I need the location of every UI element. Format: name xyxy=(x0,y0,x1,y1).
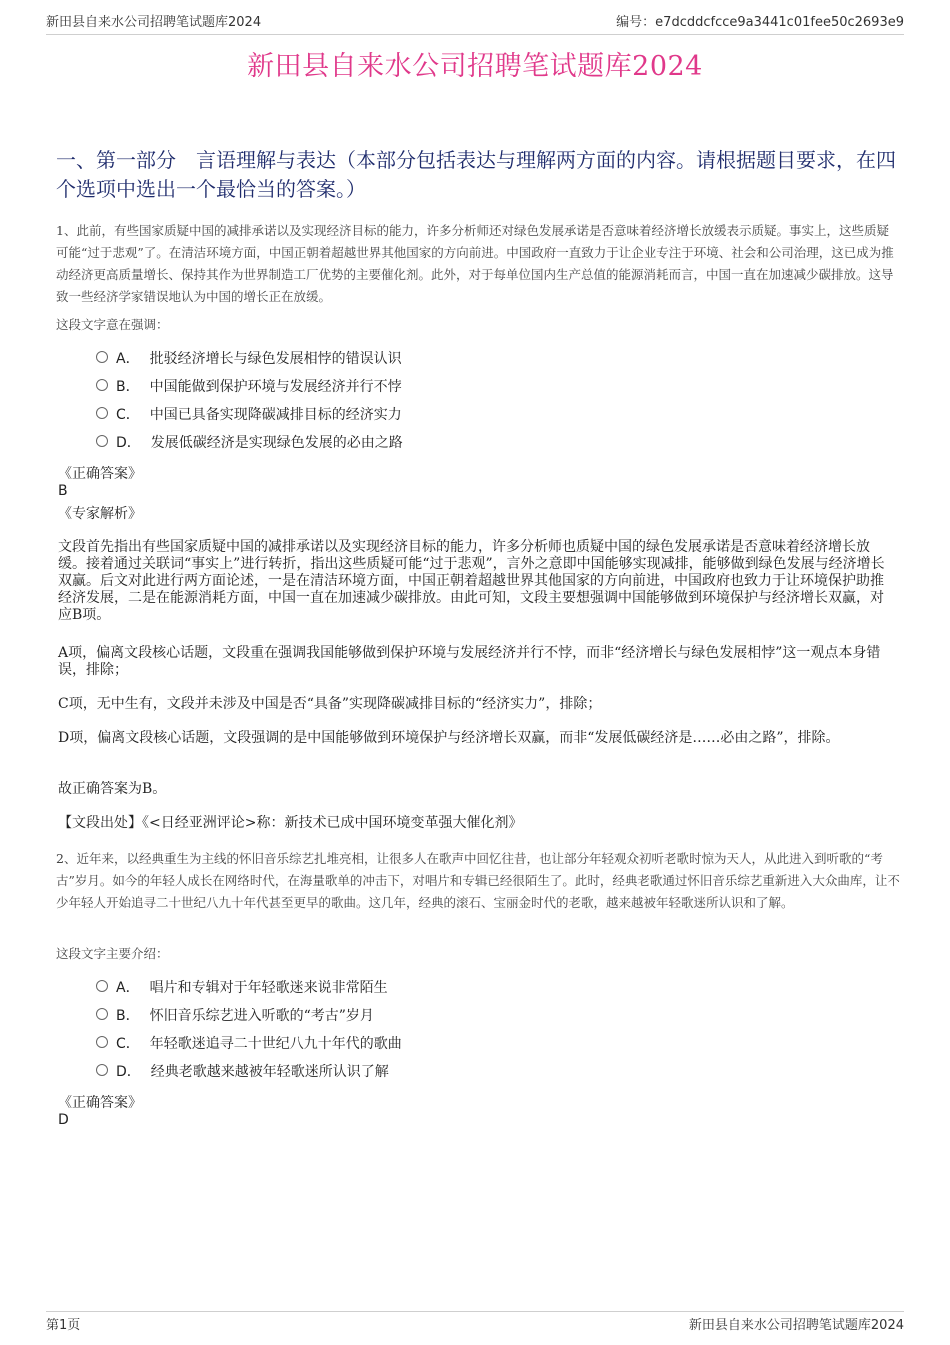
question-1-analysis-paragraph: 故正确答案为B。 xyxy=(58,781,167,797)
question-1-option-a[interactable] xyxy=(96,346,402,372)
question-2-option-a[interactable] xyxy=(96,975,388,1001)
option-letter: C． xyxy=(116,1036,140,1052)
question-1-analysis-label: 《专家解析》 xyxy=(58,506,142,522)
question-1-option-d[interactable] xyxy=(96,430,403,456)
option-text: 经典老歌越来越被年轻歌迷所认识了解 xyxy=(150,1064,389,1080)
question-1-text: 1、此前，有些国家质疑中国的减排承诺以及实现经济目标的能力，许多分析师还对绿色发展承诺是否意味着经济增长放缓表示质疑。事实上，这些质疑可能“过于悲观”了。在清洁环境方面，中国正朝着超越世界其他国家的方向前进。中国政府一直致力于让企业专注于环境、社会和公司治理，这已成为推动经济更高质量增长、保持其作为世界制造工厂优势的主要催化剂。此外，对于每单位国内生产总值的能源消耗而言，中国一直在加速减少碳排放。这导致一些经济学家错误地认为中国的增长正在放缓。 xyxy=(56,223,894,304)
option-letter: A． xyxy=(116,980,140,996)
page-number: 第1页 xyxy=(46,1318,81,1333)
question-1-answer-label: 《正确答案》 xyxy=(58,466,142,482)
page-footer xyxy=(46,1314,904,1332)
radio-icon[interactable] xyxy=(96,980,108,992)
option-letter: C． xyxy=(116,407,140,423)
question-1-analysis-paragraph: A项，偏离文段核心话题，文段重在强调我国能够做到保护环境与发展经济并行不悖，而非“经济增长与绿色发展相悖”这一观点本身错误，排除； xyxy=(58,645,881,678)
question-1-analysis-paragraph: D项，偏离文段核心话题，文段强调的是中国能够做到环境保护与经济增长双赢，而非“发展低碳经济是……必由之路”，排除。 xyxy=(58,730,840,746)
header-doc-name: 新田县自来水公司招聘笔试题库2024 xyxy=(46,15,262,30)
page-header xyxy=(46,14,904,32)
radio-icon[interactable] xyxy=(96,407,108,419)
radio-icon[interactable] xyxy=(96,1008,108,1020)
option-text: 中国能做到保护环境与发展经济并行不悖 xyxy=(149,379,402,395)
question-1-source: 【文段出处】《<日经亚洲评论>称：新技术已成中国环境变革强大催化剂》 xyxy=(58,815,523,831)
option-letter: D． xyxy=(116,1064,141,1080)
radio-icon[interactable] xyxy=(96,435,108,447)
question-1-analysis-paragraph: C项，无中生有，文段并未涉及中国是否“具备”实现降碳减排目标的“经济实力”，排除； xyxy=(58,696,602,712)
question-1-prompt: 这段文字意在强调： xyxy=(56,317,169,332)
question-1-analysis-paragraph: 文段首先指出有些国家质疑中国的减排承诺以及实现经济目标的能力，许多分析师也质疑中国的绿色发展承诺是否意味着经济增长放缓。接着通过关联词“事实上”进行转折，指出这些质疑可能“过于悲观”，言外之意即中国能够实现减排，能够做到绿色发展与经济增长双赢。后文对此进行两方面论述，一是在清洁环境方面，中国正朝着超越世界其他国家的方向前进，中国政府也致力于让环境保护助推经济发展，二是在能源消耗方面，中国一直在加速减少碳排放。由此可知，文段主要想强调中国能够做到环境保护与经济增长双赢，对应B项。 xyxy=(58,539,885,623)
radio-icon[interactable] xyxy=(96,1064,108,1076)
document-title: 新田县自来水公司招聘笔试题库2024 xyxy=(247,51,703,82)
option-text: 唱片和专辑对于年轻歌迷来说非常陌生 xyxy=(149,980,388,996)
question-2-option-c[interactable] xyxy=(96,1031,402,1057)
question-1-option-b[interactable] xyxy=(96,374,402,400)
question-2-prompt: 这段文字主要介绍： xyxy=(56,946,169,961)
header-divider xyxy=(46,34,904,35)
question-1-answer: B xyxy=(58,483,68,499)
option-text: 批驳经济增长与绿色发展相悖的错误认识 xyxy=(149,351,402,367)
option-text: 中国已具备实现降碳减排目标的经济实力 xyxy=(149,407,402,423)
option-text: 发展低碳经济是实现绿色发展的必由之路 xyxy=(150,435,403,451)
option-text: 年轻歌迷追寻二十世纪八九十年代的歌曲 xyxy=(149,1036,402,1052)
question-2-answer-label: 《正确答案》 xyxy=(58,1095,142,1111)
question-1-option-c[interactable] xyxy=(96,402,402,428)
footer-divider xyxy=(46,1311,904,1312)
footer-doc-name: 新田县自来水公司招聘笔试题库2024 xyxy=(688,1318,904,1333)
question-2-answer: D xyxy=(58,1112,69,1128)
header-serial-number: 编号：e7dcddcfcce9a3441c01fee50c2693e9 xyxy=(616,15,904,30)
radio-icon[interactable] xyxy=(96,379,108,391)
section-heading: 一、第一部分 言语理解与表达（本部分包括表达与理解两方面的内容。请根据题目要求，在四个选项中选出一个最恰当的答案。） xyxy=(56,148,896,201)
option-text: 怀旧音乐综艺进入听歌的“考古”岁月 xyxy=(149,1008,374,1024)
option-letter: D． xyxy=(116,435,141,451)
option-letter: B． xyxy=(116,1008,140,1024)
question-2-option-d[interactable] xyxy=(96,1059,389,1085)
question-2-option-b[interactable] xyxy=(96,1003,374,1029)
question-2-text: 2、近年来，以经典重生为主线的怀旧音乐综艺扎堆亮相，让很多人在歌声中回忆往昔，也让部分年轻观众初听老歌时惊为天人，从此进入到听歌的“考古”岁月。如今的年轻人成长在网络时代，在海量歌单的冲击下，对唱片和专辑已经很陌生了。此时，经典老歌通过怀旧音乐综艺重新进入大众曲库，让不少年轻人开始追寻二十世纪八九十年代甚至更早的歌曲。这几年，经典的滚石、宝丽金时代的老歌，越来越被年轻歌迷所认识和了解。 xyxy=(56,851,900,910)
option-letter: B． xyxy=(116,379,140,395)
radio-icon[interactable] xyxy=(96,351,108,363)
option-letter: A． xyxy=(116,351,140,367)
radio-icon[interactable] xyxy=(96,1036,108,1048)
